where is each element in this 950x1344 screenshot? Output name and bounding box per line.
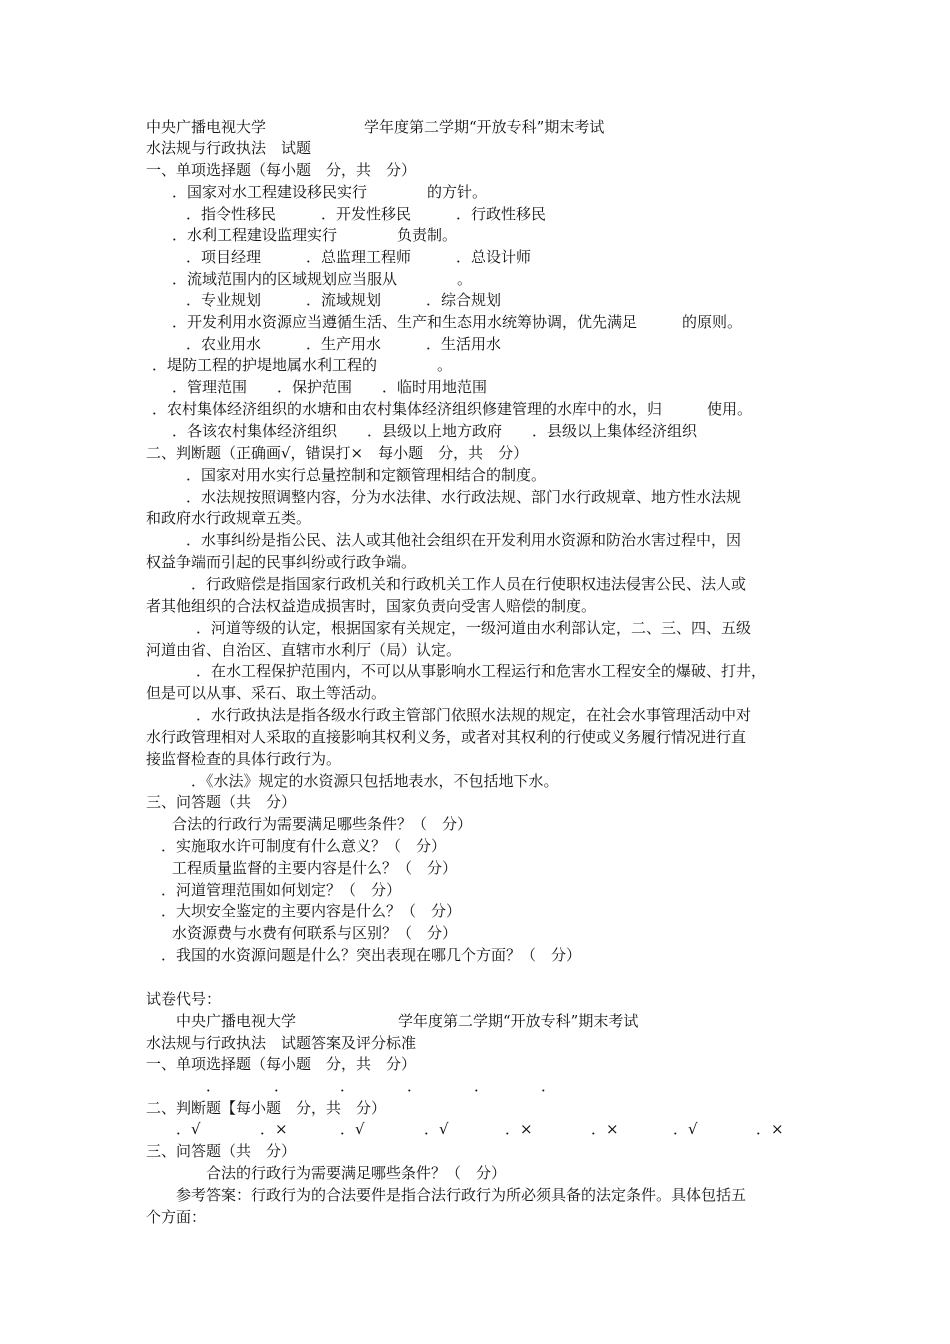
answers-section2-heading: 二、判断题【每小题 分，共 分） [146, 1099, 387, 1117]
tf-answer: ．× [260, 1120, 288, 1138]
section2-heading: 二、判断题（正确画√，错误打× 每小题 分，共 分） [146, 444, 529, 462]
exam-semester: 学年度第二学期“开放专科”期末考试 [364, 118, 605, 136]
tf-line: ．在水工程保护范围内，不可以从事影响水工程运行和危害水工程安全的爆破、打井， [196, 662, 767, 680]
tf-answer: ．× [505, 1120, 533, 1138]
q6-stem: ．农村集体经济组织的水塘和由农村集体经济组织修建管理的水库中的水，归 使用。 [152, 400, 753, 418]
q5-options: ．管理范围 ．保护范围 ．临时用地范围 [172, 378, 488, 396]
tf-line: ．国家对用水实行总量控制和定额管理相结合的制度。 [186, 466, 547, 484]
tf-answer: ．√ [176, 1120, 201, 1138]
essay-question: 工程质量监督的主要内容是什么？（ 分） [172, 859, 458, 877]
q5-stem: ．堤防工程的护堤地属水利工程的 。 [152, 356, 453, 374]
tf-line: ．河道等级的认定，根据国家有关规定，一级河道由水利部认定，二、三、四、五级 [196, 619, 752, 637]
essay-question: ．大坝安全鉴定的主要内容是什么？（ 分） [161, 902, 462, 920]
section3-heading: 三、问答题（共 分） [146, 793, 297, 811]
tf-line: 者其他组织的合法权益造成损害时，国家负责向受害人赔偿的制度。 [146, 597, 597, 615]
answers-title: 水法规与行政执法 试题答案及评分标准 [146, 1034, 417, 1052]
exam-title: 水法规与行政执法 试题 [146, 139, 312, 157]
paper-code-label: 试卷代号： [146, 990, 222, 1008]
answer-mark: ． [206, 1077, 222, 1095]
tf-line: 河道由省、自治区、直辖市水利厅（局）认定。 [146, 641, 462, 659]
reference-answer-cont: 个方面： [146, 1208, 207, 1226]
tf-line: ．水法规按照调整内容，分为水法律、水行政法规、部门水行政规章、地方性水法规 [186, 488, 742, 506]
answers-essay-question: 合法的行政行为需要满足哪些条件？（ 分） [206, 1164, 507, 1182]
answer-mark: ． [474, 1077, 490, 1095]
essay-question: 水资源费与水费有何联系与区别？（ 分） [172, 924, 458, 942]
tf-line: 接监督检查的具体行政行为。 [146, 750, 342, 768]
essay-question: ．河道管理范围如何划定？（ 分） [161, 881, 402, 899]
tf-line: 权益争端而引起的民事纠纷或行政争端。 [146, 553, 417, 571]
tf-line: ．《水法》规定的水资源只包括地表水，不包括地下水。 [191, 772, 559, 790]
q2-options: ．项目经理 ．总监理工程师 ．总设计师 [186, 248, 532, 266]
answer-mark: ． [340, 1077, 356, 1095]
q1-stem: ．国家对水工程建设移民实行 的方针。 [172, 183, 488, 201]
q4-stem: ．开发利用水资源应当遵循生活、生产和生态用水统筹协调，优先满足 的原则。 [172, 313, 743, 331]
q3-stem: ．流域范围内的区域规划应当服从 。 [172, 270, 473, 288]
answer-mark: ． [541, 1077, 557, 1095]
tf-line: 和政府水行政规章五类。 [146, 509, 312, 527]
q3-options: ．专业规划 ．流域规划 ．综合规划 [186, 291, 502, 309]
tf-answer: ．× [591, 1120, 619, 1138]
essay-question: 合法的行政行为需要满足哪些条件？（ 分） [172, 815, 473, 833]
answers-university: 中央广播电视大学 [176, 1012, 297, 1030]
q1-options: ．指令性移民 ．开发性移民 ．行政性移民 [186, 205, 547, 223]
answer-mark: ． [407, 1077, 423, 1095]
tf-answer: ．√ [340, 1120, 365, 1138]
answers-semester: 学年度第二学期“开放专科”期末考试 [398, 1012, 639, 1030]
answer-mark: ． [274, 1077, 290, 1095]
tf-line: ．水事纠纷是指公民、法人或其他社会组织在开发利用水资源和防治水害过程中，因 [186, 531, 742, 549]
q2-stem: ．水利工程建设监理实行 负责制。 [172, 226, 458, 244]
q4-options: ．农业用水 ．生产用水 ．生活用水 [186, 335, 502, 353]
tf-line: ．水行政执法是指各级水行政主管部门依照水法规的规定，在社会水事管理活动中对 [196, 706, 752, 724]
q6-options: ．各该农村集体经济组织 ．县级以上地方政府 ．县级以上集体经济组织 [172, 422, 698, 440]
tf-line: 水行政管理相对人采取的直接影响其权利义务，或者对其权利的行使或义务履行情况进行直 [146, 728, 747, 746]
exam-university: 中央广播电视大学 [146, 118, 267, 136]
tf-answer: ．× [756, 1120, 784, 1138]
answers-section1-heading: 一、单项选择题（每小题 分，共 分） [146, 1055, 417, 1073]
section1-heading: 一、单项选择题（每小题 分，共 分） [146, 161, 417, 179]
essay-question: ．我国的水资源问题是什么？突出表现在哪几个方面？（ 分） [161, 946, 582, 964]
tf-line: 但是可以从事、采石、取土等活动。 [146, 684, 387, 702]
tf-answer: ．√ [424, 1120, 449, 1138]
tf-answer: ．√ [673, 1120, 698, 1138]
answers-section3-heading: 三、问答题（共 分） [146, 1142, 297, 1160]
reference-answer: 参考答案：行政行为的合法要件是指合法行政行为所必须具备的法定条件。具体包括五 [176, 1186, 747, 1204]
essay-question: ．实施取水许可制度有什么意义？（ 分） [161, 837, 447, 855]
tf-line: ．行政赔偿是指国家行政机关和行政机关工作人员在行使职权违法侵害公民、法人或 [191, 575, 747, 593]
